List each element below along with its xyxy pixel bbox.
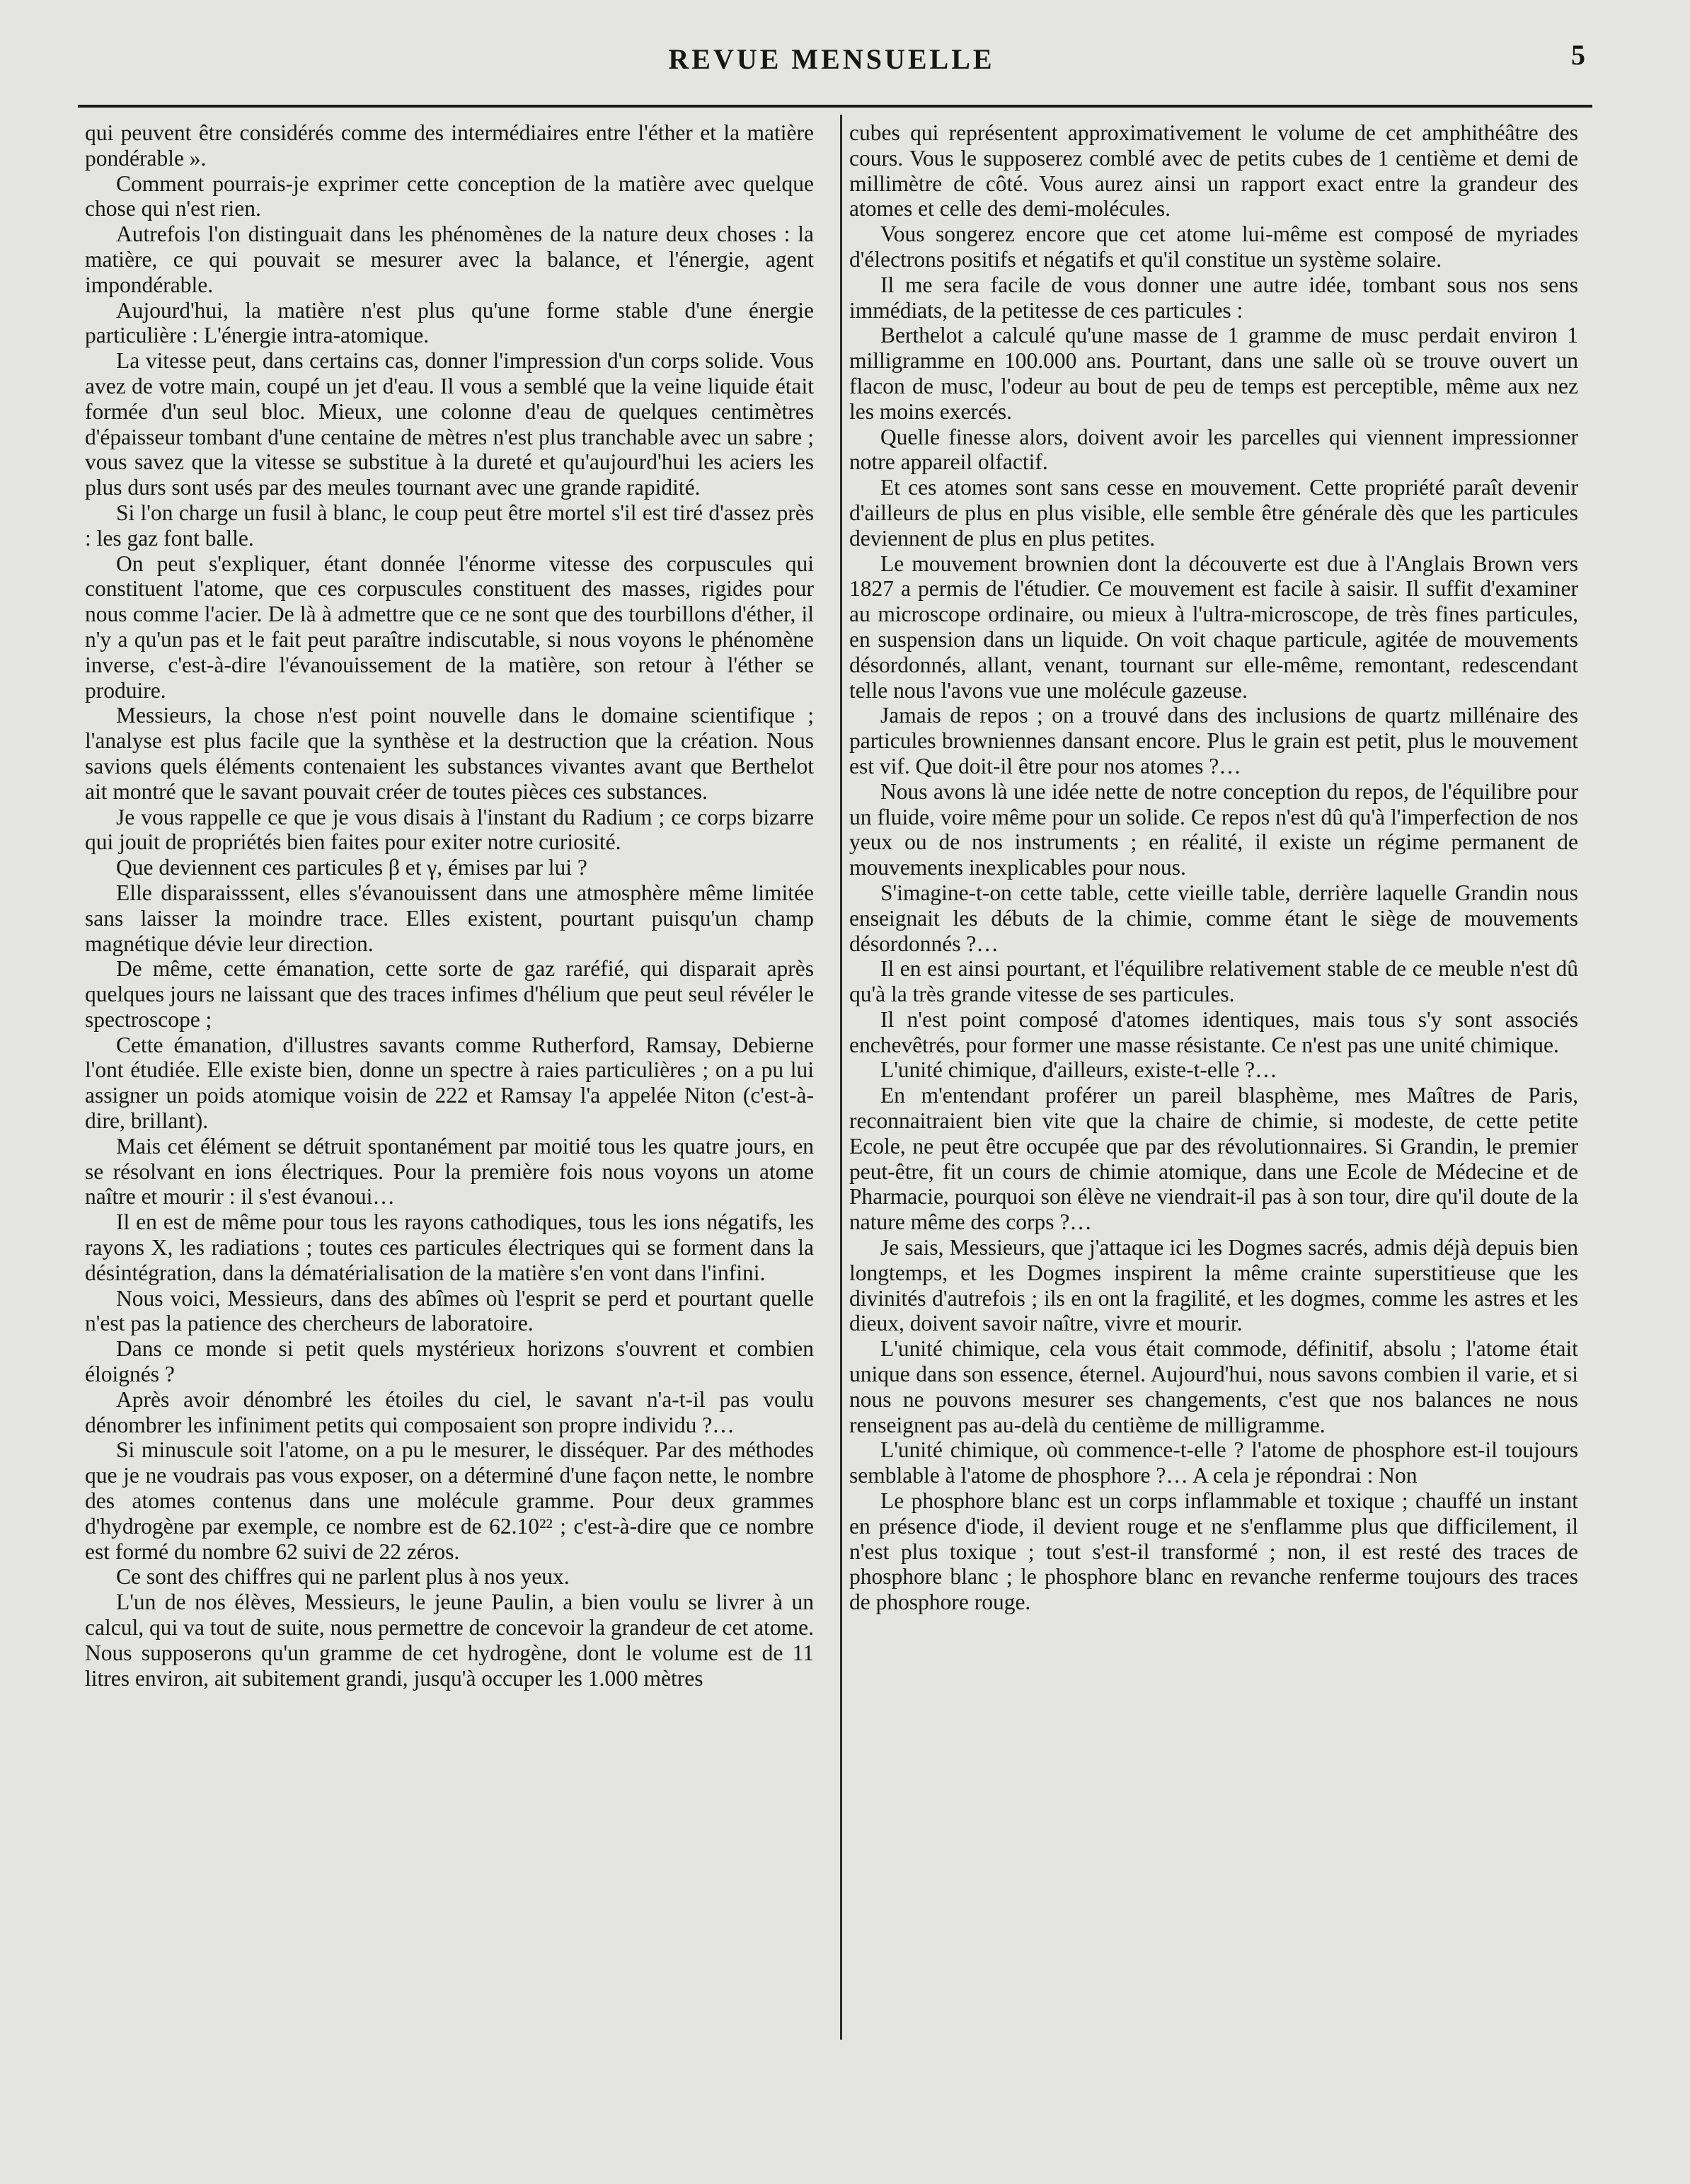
paragraph: Vous songerez encore que cet atome lui-même est composé de myriades d'électrons positifs et négatifs et qu'il constitue un système solaire. [849,222,1578,272]
paragraph: Nous voici, Messieurs, dans des abîmes où l'esprit se perd et pourtant quelle n'est pas la patience des chercheurs de laboratoire. [85,1285,814,1336]
paragraph: L'unité chimique, d'ailleurs, existe-t-elle ?… [880,1057,1277,1083]
paragraph: La vitesse peut, dans certains cas, donner l'impression d'un corps solide. Vous avez de votre main, coupé un jet d'eau. Il vous a semblé que la veine liquide était formée d'un seul bloc. Mieux, une colonne d'eau de quelques centimètres d'épaisseur tombant d'une centaine de mètres n'est plus tranchable avec un sabre ; vous savez que la vitesse se substitue à la dureté et qu'aujourd'hui les aciers les plus durs sont usés par des meules tournant avec une grande rapidité. [85,348,814,500]
paragraph: Elle disparaisssent, elles s'évanouissent dans une atmosphère même limitée sans laisser la moindre trace. Elles existent, pourtant puisqu'un champ magnétique dévie leur direction. [85,880,814,956]
paragraph: Il en est de même pour tous les rayons cathodiques, tous les ions négatifs, les rayons X, les radiations ; toutes ces particules électriques qui se forment dans la désintégration, dans la dématérialisation de la matière s'en vont dans l'infini. [85,1209,814,1285]
paragraph: Il me sera facile de vous donner une autre idée, tombant sous nos sens immédiats, de la petitesse de ces particules : [849,272,1578,323]
paragraph: Aujourd'hui, la matière n'est plus qu'une forme stable d'une énergie particulière : L'énergie intra-atomique. [85,297,814,348]
paragraph: Ce sont des chiffres qui ne parlent plus à nos yeux. [116,1564,570,1590]
paragraph: Messieurs, la chose n'est point nouvelle dans le domaine scientifique ; l'analyse est plus facile que la synthèse et la destruction que la création. Nous savions quels éléments contenaient les substances vivantes avant que Berthelot ait montré que le savant pouvait créer de toutes pièces ces substances. [85,703,814,804]
paragraph: Je sais, Messieurs, que j'attaque ici les Dogmes sacrés, admis déjà depuis bien longtemps, et les Dogmes inspirent la même crainte superstitieuse que les divinités d'autrefois ; ils en ont la fragilité, et les dogmes, comme les astres et les dieux, doivent savoir naître, vivre et mourir. [849,1235,1578,1336]
right-column [849,120,1578,1615]
paragraph: qui peuvent être considérés comme des intermédiaires entre l'éther et la matière pondérable ». [85,120,814,171]
paragraph: Dans ce monde si petit quels mystérieux horizons s'ouvrent et combien éloignés ? [85,1336,814,1387]
paragraph: Mais cet élément se détruit spontanément par moitié tous les quatre jours, en se résolvant en ions électriques. Pour la première fois nous voyons un atome naître et mourir : il s'est évanoui… [85,1133,814,1209]
paragraph: Que deviennent ces particules β et γ, émises par lui ? [116,855,587,880]
paragraph: Nous avons là une idée nette de notre conception du repos, de l'équilibre pour un fluide, voire même pour un solide. Ce repos n'est dû qu'à l'imperfection de nos yeux ou de nos instruments ; en réalité, il existe un régime permanent de mouvements inexplicables pour nous. [849,778,1578,880]
column-divider [840,115,842,2040]
paragraph: Berthelot a calculé qu'une masse de 1 gramme de musc perdait environ 1 milligramme en 100.000 ans. Pourtant, dans une salle où se trouve ouvert un flacon de musc, l'odeur au bout de peu de temps est perceptible, même aux nez les moins exercés. [849,323,1578,424]
paragraph: On peut s'expliquer, étant donnée l'énorme vitesse des corpuscules qui constituent l'atome, que ces corpuscules constituent des masses, rigides pour nous comme l'acier. De là à admettre que ce ne sont que des tourbillons d'éther, il n'y a qu'un pas et le fait peut paraître indiscutable, si nous voyons le phénomène inverse, c'est-à-dire l'évanouissement de la matière, son retour à l'éther se produire. [85,551,814,703]
page-header [78,37,1585,86]
paragraph: Si minuscule soit l'atome, on a pu le mesurer, le disséquer. Par des méthodes que je ne voudrais pas vous exposer, on a déterminé d'une façon nette, le nombre des atomes contenus dans une molécule gramme. Pour deux grammes d'hydrogène par exemple, ce nombre est de 62.10²² ; c'est-à-dire que ce nombre est formé du nombre 62 suivi de 22 zéros. [85,1437,814,1564]
paragraph: Comment pourrais-je exprimer cette conception de la matière avec quelque chose qui n'est rien. [85,171,814,222]
paragraph: Il n'est point composé d'atomes identiques, mais tous s'y sont associés enchevêtrés, pour former une masse résistante. Ce n'est pas une unité chimique. [849,1006,1578,1057]
paragraph: L'unité chimique, où commence-t-elle ? l'atome de phosphore est-il toujours semblable à l'atome de phosphore ?… A cela je répondrai : Non [849,1437,1578,1488]
paragraph: Quelle finesse alors, doivent avoir les parcelles qui viennent impressionner notre appareil olfactif. [849,424,1578,475]
left-column [85,120,814,1691]
paragraph: Le phosphore blanc est un corps inflammable et toxique ; chauffé un instant en présence d'iode, il devient rouge et ne s'enflamme plus que difficilement, il n'est plus toxique ; tout s'est-il transformé ; non, il est resté des traces de phosphore blanc ; le phosphore blanc en revanche renferme toujours des traces de phosphore rouge. [849,1488,1578,1615]
paragraph: Il en est ainsi pourtant, et l'équilibre relativement stable de ce meuble n'est dû qu'à la très grande vitesse de ses particules. [849,956,1578,1007]
paragraph: Cette émanation, d'illustres savants comme Rutherford, Ramsay, Debierne l'ont étudiée. Elle existe bien, donne un spectre à raies particulières ; on a pu lui assigner un poids atomique voisin de 222 et Ramsay l'a appelée Niton (c'est-à-dire, brillant). [85,1032,814,1134]
paragraph: cubes qui représentent approximativement le volume de cet amphithéâtre des cours. Vous le supposerez comblé avec de petits cubes de 1 centième et demi de millimètre de côté. Vous aurez ainsi un rapport exact entre la grandeur des atomes et celle des demi-molécules. [849,120,1578,222]
paragraph: De même, cette émanation, cette sorte de gaz raréfié, qui disparait après quelques jours ne laissant que des traces infimes d'hélium que peut seul révéler le spectroscope ; [85,956,814,1032]
paragraph: Après avoir dénombré les étoiles du ciel, le savant n'a-t-il pas voulu dénombrer les infiniment petits qui composaient son propre individu ?… [85,1386,814,1437]
running-title: REVUE MENSUELLE [668,43,995,75]
page-number: 5 [1571,39,1585,71]
paragraph: En m'entendant proférer un pareil blasphème, mes Maîtres de Paris, reconnaitraient bien vite que la chaire de chimie, si modeste, de cette petite Ecole, ne peut être occupée que par des révolutionnaires. Si Grandin, le premier peut-être, fit un cours de chimie atomique, dans une Ecole de Médecine et de Pharmacie, pourquoi son élève ne viendrait-il pas à son tour, dire qu'il doute de la nature même des corps ?… [849,1083,1578,1235]
paragraph: L'unité chimique, cela vous était commode, définitif, absolu ; l'atome était unique dans son essence, éternel. Aujourd'hui, nous savons combien il varie, et si nous ne pouvons mesurer ses changements, c'est que nos balances ne nous renseignent pas au-delà du centième de milligramme. [849,1336,1578,1437]
paragraph: S'imagine-t-on cette table, cette vieille table, derrière laquelle Grandin nous enseignait les débuts de la chimie, comme étant le siège de mouvements désordonnés ?… [849,880,1578,956]
header-rule [78,105,1592,108]
paragraph: Le mouvement brownien dont la découverte est due à l'Anglais Brown vers 1827 a permis de l'étudier. Ce mouvement est facile à saisir. Il suffit d'examiner au microscope ordinaire, ou mieux à l'ultra-microscope, de très fines particules, en suspension dans un liquide. On voit chaque particule, agitée de mouvements désordonnés, allant, venant, tournant sur elle-même, remontant, redescendant telle nous l'avons vue une molécule gazeuse. [849,551,1578,703]
paragraph: L'un de nos élèves, Messieurs, le jeune Paulin, a bien voulu se livrer à un calcul, qui va tout de suite, nous permettre de concevoir la grandeur de cet atome. Nous supposerons qu'un gramme de cet hydrogène, dont le volume est de 11 litres environ, ait subitement grandi, jusqu'à occuper les 1.000 mètres [85,1590,814,1691]
paragraph: Autrefois l'on distinguait dans les phénomènes de la nature deux choses : la matière, ce qui pouvait se mesurer avec la balance, et l'énergie, agent impondérable. [85,222,814,297]
paragraph: Si l'on charge un fusil à blanc, le coup peut être mortel s'il est tiré d'assez près : les gaz font balle. [85,500,814,551]
paragraph: Et ces atomes sont sans cesse en mouvement. Cette propriété paraît devenir d'ailleurs de plus en plus visible, elle semble être générale dès que les particules deviennent de plus en plus petites. [849,475,1578,551]
paragraph: Je vous rappelle ce que je vous disais à l'instant du Radium ; ce corps bizarre qui jouit de propriétés bien faites pour exiter notre curiosité. [85,804,814,855]
paragraph: Jamais de repos ; on a trouvé dans des inclusions de quartz millénaire des particules browniennes dansant encore. Plus le grain est petit, plus le mouvement est vif. Que doit-il être pour nos atomes ?… [849,703,1578,778]
